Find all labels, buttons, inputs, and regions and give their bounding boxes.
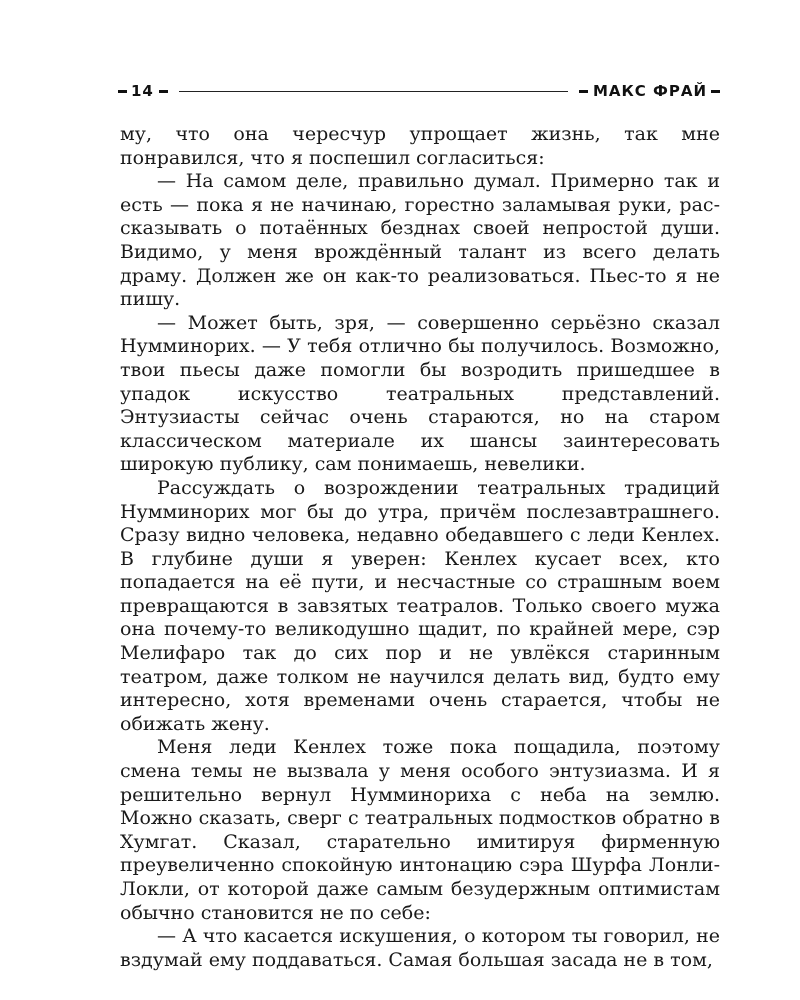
- body-text: [120, 123, 720, 972]
- author-name-text: МАКС ФРАЙ: [592, 82, 707, 100]
- paragraph-5: Меня леди Кенлех тоже пока пощадила, поэтому смена темы не вызвала у меня особого энтузиазма. И я решительно вернул Нумминориха с неба на землю. Можно сказать, сверг с театральных подмостков обратно в Хумгат. Сказал, старательно имитируя фирменную преувеличенно спокойную интонацию сэра Шурфа Лонли-Локли, от которой даже самым безудержным оптимистам обычно становится не по себе:: [120, 736, 720, 924]
- paragraph-1: му, что она чересчур упрощает жизнь, так мне понравился, что я поспешил согласиться:: [120, 123, 720, 169]
- ornament-left: [118, 90, 127, 93]
- paragraph-4: Рассуждать о возрождении театральных традиций Нумминорих мог бы до утра, причём послезавтрашнего. Сразу видно человека, недавно обедавшего с леди Кенлех. В глубине души я уверен: Кенлех кусает всех, кто попадается на её пути, и несчастные со страшным воем превращаются в завзятых театралов. Только своего мужа она почему-то великодушно щадит, по крайней мере, сэр Мелифаро так до сих пор и не увлёкся старинным театром, даже толком не научился делать вид, будто ему интересно, хотя временами очень старается, чтобы не обижать жену.: [120, 476, 720, 735]
- running-header: [118, 78, 720, 102]
- paragraph-3: — Может быть, зря, — совершенно серьёзно сказал Нумминорих. — У тебя отлично бы получилось. Возможно, твои пьесы даже помогли бы возродить пришедшее в упадок искусство театральных представлений. Энтузиасты сейчас очень стараются, но на старом классическом материале их шансы заинтересовать широкую публику, сам понимаешь, невелики.: [120, 311, 720, 476]
- page-number-text: 14: [131, 82, 154, 100]
- author-name: [568, 82, 720, 100]
- page-number: [118, 82, 179, 100]
- ornament-right: [711, 90, 720, 93]
- ornament-left: [579, 90, 588, 93]
- paragraph-2: — На самом деле, правильно думал. Примерно так и есть — пока я не начинаю, горестно заламывая руки, рассказывать о потаённых безднах своей непростой души. Видимо, у меня врождённый талант из всего делать драму. Должен же он как-то реализоваться. Пьес-то я не пишу.: [120, 170, 720, 311]
- ornament-right: [159, 90, 168, 93]
- paragraph-6: — А что касается искушения, о котором ты говорил, не вздумай ему поддаваться. Самая большая засада не в том,: [120, 925, 720, 971]
